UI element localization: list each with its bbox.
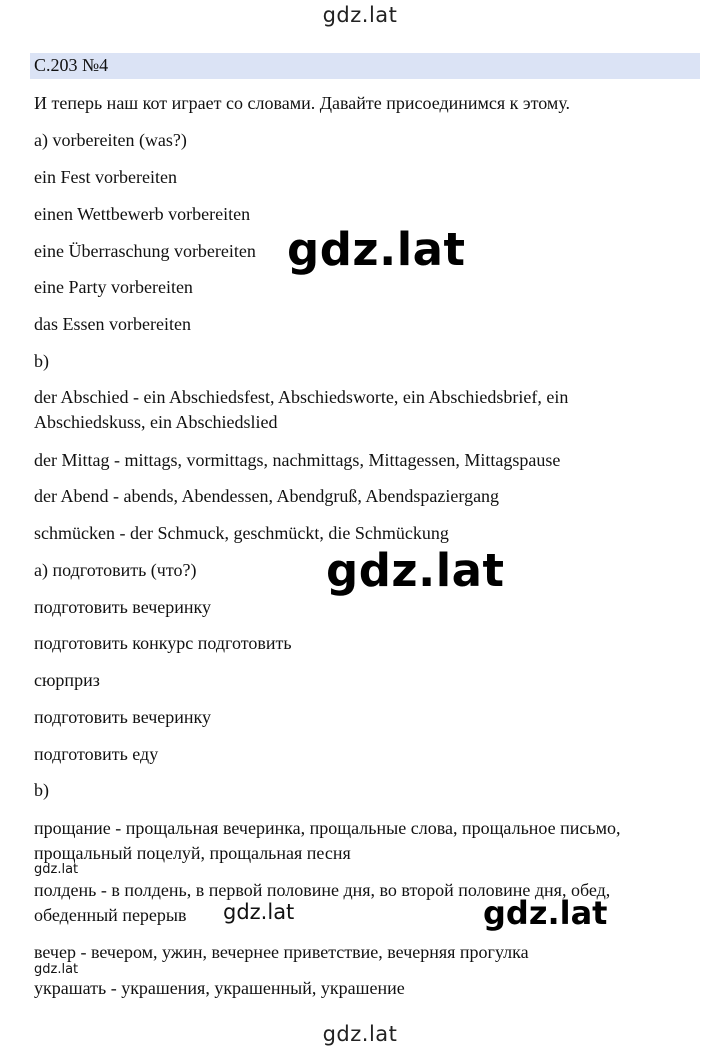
text-line: der Abschied - ein Abschiedsfest, Abschiedsworte, ein Abschiedsbrief, ein [34, 387, 569, 407]
watermark-footer: gdz.lat [322, 1022, 398, 1046]
text-line: подготовить конкурс подготовить [34, 633, 292, 653]
text-line: schmücken - der Schmuck, geschmückt, die Schmückung [34, 523, 449, 543]
text-line: полдень - в полдень, в первой половине дня, во второй половине дня, обед, [34, 880, 611, 900]
text-line: обеденный перерыв [34, 905, 187, 925]
text-line: ein Fest vorbereiten [34, 167, 177, 187]
text-line: Abschiedskuss, ein Abschiedslied [34, 412, 278, 432]
heading-bar [30, 53, 700, 79]
text-line: подготовить вечеринку [34, 597, 212, 617]
text-line: eine Überraschung vorbereiten [34, 241, 256, 261]
watermark-small-text: gdz.lat [223, 900, 295, 924]
text-line: das Essen vorbereiten [34, 314, 191, 334]
text-line: einen Wettbewerb vorbereiten [34, 204, 251, 224]
text-line: a) подготовить (что?) [34, 560, 197, 580]
watermark-tiny: gdz.lat [34, 862, 79, 877]
watermark-medium: gdz.lat [483, 894, 608, 932]
watermark-tiny: gdz.lat [34, 962, 79, 977]
watermark-large: gdz.lat [287, 223, 466, 276]
text-line: der Abend - abends, Abendessen, Abendgruß, Abendspaziergang [34, 486, 500, 506]
text-line: b) [34, 351, 49, 371]
text-line: сюрприз [34, 670, 100, 690]
text-line: украшать - украшения, украшенный, украшение [34, 978, 405, 998]
text-line: der Mittag - mittags, vormittags, nachmittags, Mittagessen, Mittagspause [34, 450, 561, 470]
text-line: a) vorbereiten (was?) [34, 130, 187, 150]
text-line: вечер - вечером, ужин, вечернее приветствие, вечерняя прогулка [34, 942, 529, 962]
watermark-header: gdz.lat [322, 3, 398, 27]
text-line: b) [34, 780, 49, 800]
text-line: подготовить еду [34, 744, 159, 764]
watermark-large: gdz.lat [326, 544, 505, 597]
exercise-heading: С.203 №4 [34, 55, 109, 75]
text-line: прощание - прощальная вечеринка, прощальные слова, прощальное письмо, [34, 818, 621, 838]
text-line: прощальный поцелуй, прощальная песня [34, 843, 351, 863]
text-line: подготовить вечеринку [34, 707, 212, 727]
text-line: И теперь наш кот играет со словами. Давайте присоединимся к этому. [34, 93, 571, 113]
text-line: eine Party vorbereiten [34, 277, 193, 297]
